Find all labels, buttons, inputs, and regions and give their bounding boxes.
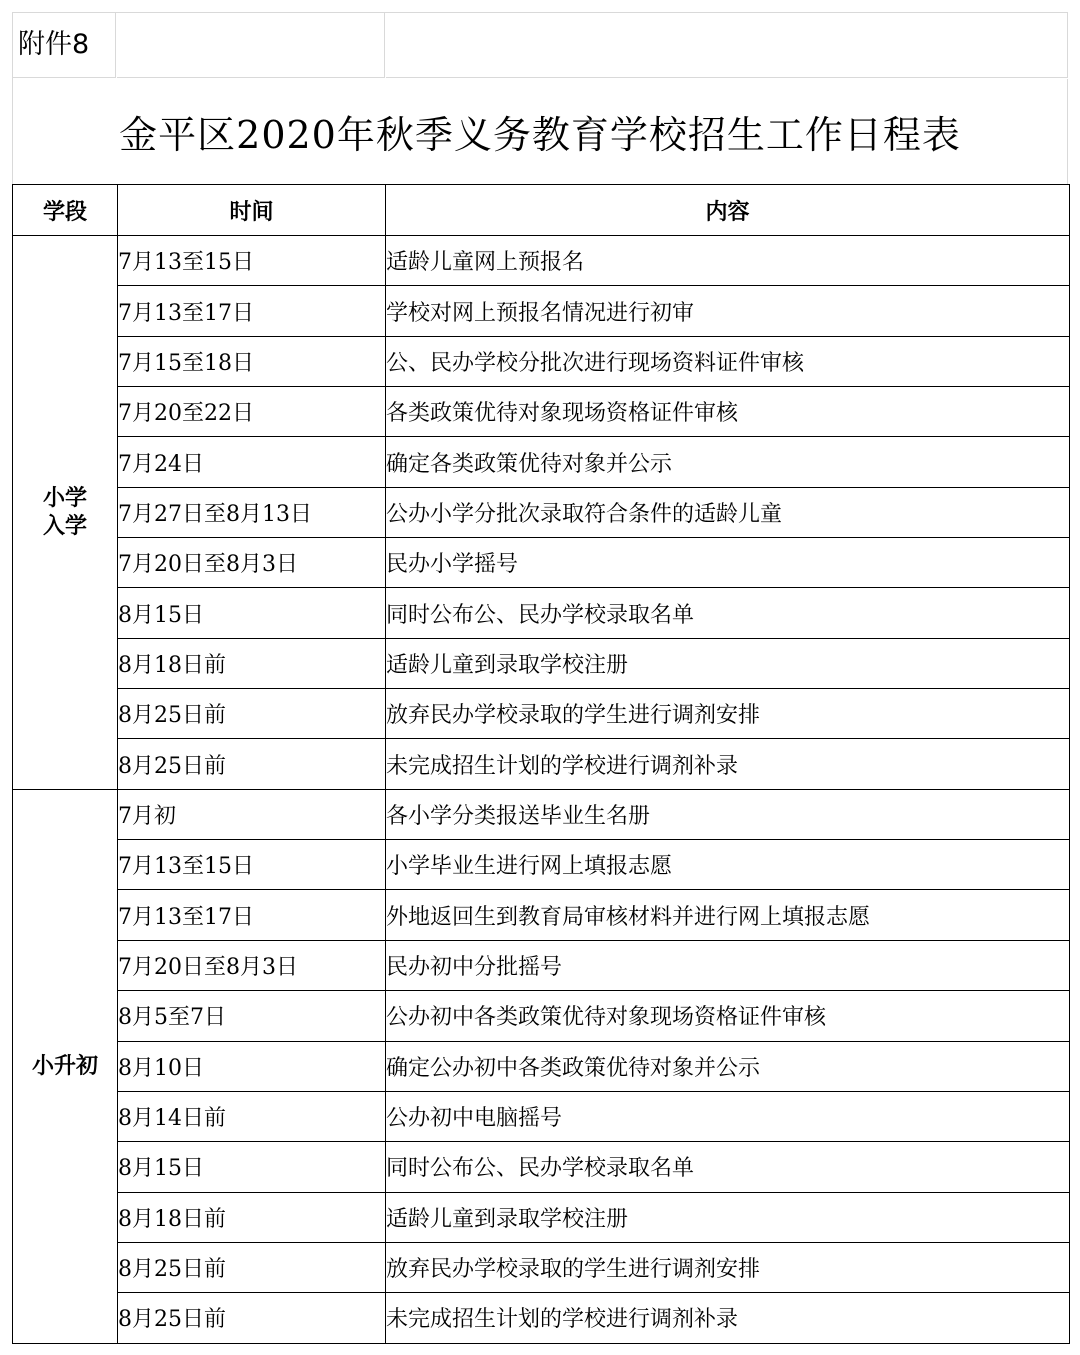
table-header-row: [13, 185, 1070, 236]
stage-cell: [13, 236, 118, 790]
time-cell: 8月18日前: [118, 1192, 386, 1242]
content-cell: 各小学分类报送毕业生名册: [386, 789, 1070, 839]
time-cell: 8月15日: [118, 588, 386, 638]
time-cell: 7月13至17日: [118, 890, 386, 940]
time-cell: 8月15日: [118, 1142, 386, 1192]
time-cell: 7月初: [118, 789, 386, 839]
table-row: [13, 1142, 1070, 1192]
time-cell: 8月18日前: [118, 638, 386, 688]
header-stage: 学段: [13, 185, 118, 236]
time-cell: 7月20至22日: [118, 387, 386, 437]
time-cell: 8月14日前: [118, 1091, 386, 1141]
table-row: [13, 538, 1070, 588]
table-row: [13, 1041, 1070, 1091]
time-cell: 8月25日前: [118, 1242, 386, 1292]
header-time: 时间: [118, 185, 386, 236]
stage-cell: [13, 789, 118, 1343]
table-row: [13, 286, 1070, 336]
table-row: [13, 1293, 1070, 1343]
table-row: [13, 991, 1070, 1041]
stage-label: 入学: [42, 513, 87, 540]
content-cell: 公办小学分批次录取符合条件的适龄儿童: [386, 487, 1070, 537]
time-cell: 7月24日: [118, 437, 386, 487]
attachment-row: [12, 12, 1068, 79]
content-cell: 未完成招生计划的学校进行调剂补录: [386, 739, 1070, 789]
table-row: [13, 1242, 1070, 1292]
content-cell: 各类政策优待对象现场资格证件审核: [386, 387, 1070, 437]
time-cell: 7月20日至8月3日: [118, 940, 386, 990]
table-row: [13, 890, 1070, 940]
content-cell: 放弃民办学校录取的学生进行调剂安排: [386, 689, 1070, 739]
content-cell: 小学毕业生进行网上填报志愿: [386, 840, 1070, 890]
content-cell: 同时公布公、民办学校录取名单: [386, 1142, 1070, 1192]
content-cell: 同时公布公、民办学校录取名单: [386, 588, 1070, 638]
table-row: [13, 336, 1070, 386]
table-row: [13, 638, 1070, 688]
table-row: [13, 437, 1070, 487]
content-cell: 公办初中电脑摇号: [386, 1091, 1070, 1141]
content-cell: 未完成招生计划的学校进行调剂补录: [386, 1293, 1070, 1343]
header-content: 内容: [386, 185, 1070, 236]
attachment-label: 附件8: [12, 12, 116, 78]
empty-cell: [386, 12, 1068, 78]
time-cell: 8月25日前: [118, 1293, 386, 1343]
time-cell: 8月25日前: [118, 689, 386, 739]
schedule-table: [12, 184, 1070, 1344]
table-row: [13, 1091, 1070, 1141]
content-cell: 公办初中各类政策优待对象现场资格证件审核: [386, 991, 1070, 1041]
time-cell: 7月13至17日: [118, 286, 386, 336]
table-row: [13, 236, 1070, 286]
content-cell: 放弃民办学校录取的学生进行调剂安排: [386, 1242, 1070, 1292]
content-cell: 适龄儿童网上预报名: [386, 236, 1070, 286]
time-cell: 7月13至15日: [118, 840, 386, 890]
table-row: [13, 739, 1070, 789]
table-row: [13, 940, 1070, 990]
page-title: 金平区2020年秋季义务教育学校招生工作日程表: [119, 113, 961, 157]
content-cell: 学校对网上预报名情况进行初审: [386, 286, 1070, 336]
content-cell: 确定公办初中各类政策优待对象并公示: [386, 1041, 1070, 1091]
time-cell: 7月15至18日: [118, 336, 386, 386]
table-body: [13, 236, 1070, 1344]
time-cell: 8月5至7日: [118, 991, 386, 1041]
time-cell: 7月13至15日: [118, 236, 386, 286]
stage-label: 小学: [42, 485, 87, 512]
time-cell: 7月20日至8月3日: [118, 538, 386, 588]
content-cell: 外地返回生到教育局审核材料并进行网上填报志愿: [386, 890, 1070, 940]
table-row: [13, 1192, 1070, 1242]
content-cell: 适龄儿童到录取学校注册: [386, 1192, 1070, 1242]
content-cell: 民办小学摇号: [386, 538, 1070, 588]
time-cell: 8月10日: [118, 1041, 386, 1091]
table-row: [13, 789, 1070, 839]
content-cell: 民办初中分批摇号: [386, 940, 1070, 990]
empty-cell: [117, 12, 385, 78]
content-cell: 适龄儿童到录取学校注册: [386, 638, 1070, 688]
title-row: [12, 79, 1068, 184]
document-header: [12, 12, 1068, 184]
time-cell: 7月27日至8月13日: [118, 487, 386, 537]
table-row: [13, 689, 1070, 739]
content-cell: 公、民办学校分批次进行现场资料证件审核: [386, 336, 1070, 386]
table-row: [13, 387, 1070, 437]
stage-label: 小升初: [31, 1053, 98, 1080]
content-cell: 确定各类政策优待对象并公示: [386, 437, 1070, 487]
table-row: [13, 487, 1070, 537]
table-row: [13, 840, 1070, 890]
time-cell: 8月25日前: [118, 739, 386, 789]
table-row: [13, 588, 1070, 638]
